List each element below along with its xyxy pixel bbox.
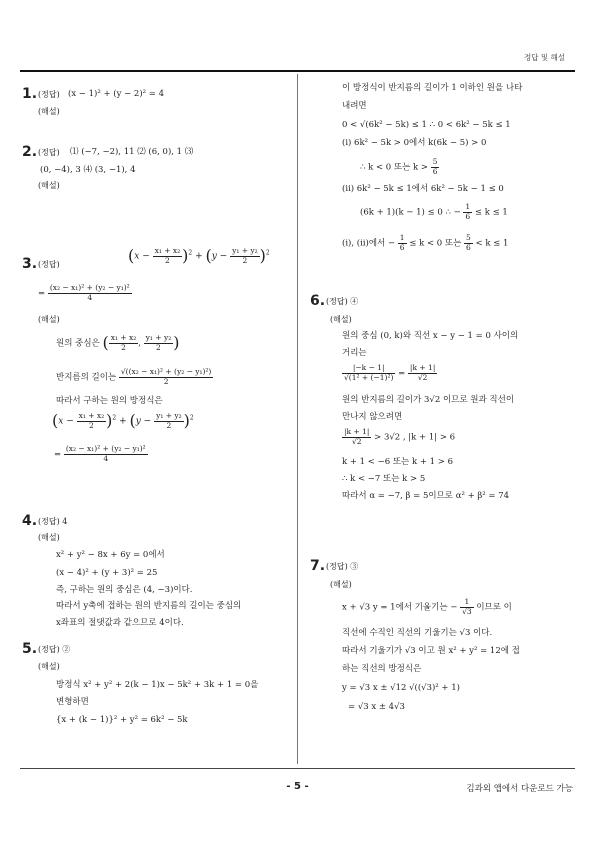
problem-3-equation-rhs: = $\frac{\text{(x₂ − x₁)² + (y₂ − y₁)²}}{4}$ (54, 444, 146, 463)
problem-6-line5: $\frac{|k + 1|}{√2}$ > 3√2 , |k + 1| > 6 (344, 427, 456, 446)
problem-5-right-line4: (ⅰ) 6k² − 5k > 0에서 k(6k − 5) > 0 (342, 138, 487, 148)
problem-5-line2: 변형하면 (56, 697, 89, 707)
bottom-rule (20, 768, 575, 769)
top-rule (20, 70, 575, 72)
problem-6-label: (정답) ④ (326, 297, 359, 306)
problem-1-number: 1. (22, 86, 38, 102)
problem-2-label: (정답) (38, 148, 60, 157)
problem-6-line2: 거리는 (342, 348, 367, 358)
problem-5-line1: 방정식 x² + y² + 2(k − 1)x − 5k² + 3k + 1 = 0을 (56, 680, 259, 690)
problem-1-solution-label: (해설) (38, 107, 60, 116)
problem-3-center: 원의 중심은 ( $\frac{\text{x₁ + x₂}}{2}$ , $\frac{\text{y₁ + y₂}}{2}$ ) (56, 333, 180, 353)
section-header: 정답 및 해설 (524, 53, 565, 62)
problem-3-radius: 반지름의 길이는 $\frac{\text{√((x₂ − x₁)² + (y₂ − y₁)²)}}{2}$ (56, 367, 212, 386)
problem-4-line1: x² + y² − 8x + 6y = 0에서 (56, 550, 165, 560)
problem-4-label: (정답) 4 (38, 517, 68, 526)
problem-5-right-line1: 이 방정식이 반지름의 길이가 1 이하인 원을 나타 (342, 83, 523, 93)
problem-1-answer: (x − 1)² + (y − 2)² = 4 (68, 89, 165, 99)
problem-6-line4: 만나지 않으려면 (342, 412, 403, 422)
problem-4-solution-label: (해설) (38, 533, 60, 542)
problem-2-number: 2. (22, 144, 38, 160)
problem-6-line3: 원의 반지름의 길이가 3√2 이므로 원과 직선이 (342, 395, 515, 405)
problem-6-number: 6. (310, 293, 326, 309)
page-number: - 5 - (286, 781, 309, 792)
problem-7-line3: 따라서 기울기가 √3 이고 원 x² + y² = 12에 접 (342, 646, 520, 656)
problem-3-equation: (x − $\frac{\text{x₁ + x₂}}{2}$ )$^2$ + (y − $\frac{\text{y₁ + y₂}}{2}$ )$^2$ (52, 411, 194, 431)
problem-6-distance: $\frac{|-k - 1|}{\text{√(1² + (−1)²)}}$ = $\frac{|k + 1|}{√2}$ (344, 363, 436, 382)
column-divider (297, 74, 298, 764)
problem-7-line2: 직선에 수직인 직선의 기울기는 √3 이다. (342, 628, 493, 638)
problem-6-solution-label: (해설) (330, 315, 352, 324)
problem-5-number: 5. (22, 641, 38, 657)
problem-7-line5: y = √3 x ± √12 √((√3)² + 1) (342, 683, 460, 693)
problem-3-conclusion: 따라서 구하는 원의 방정식은 (56, 396, 163, 406)
problem-4-line2: (x − 4)² + (y + 3)² = 25 (56, 568, 158, 578)
problem-5-right-line3: 0 < √(6k² − 5k) ≤ 1 ∴ 0 < 6k² − 5k ≤ 1 (342, 120, 511, 130)
problem-5-line3: {x + (k − 1)}² + y² = 6k² − 5k (56, 715, 188, 725)
problem-3-number: 3. (22, 256, 38, 272)
problem-7-label: (정답) ③ (326, 562, 359, 571)
problem-6-line7: ∴ k < −7 또는 k > 5 (342, 474, 426, 484)
problem-3-label: (정답) (38, 260, 60, 269)
problem-5-right-line8: (ⅰ), (ⅱ)에서 − $\frac{1}{6}$ ≤ k < 0 또는 $\frac{5}{6}$ < k ≤ 1 (342, 233, 509, 252)
download-note: 김과외 앱에서 다운로드 가능 (466, 784, 573, 794)
problem-4-line3: 즉, 구하는 원의 중심은 (4, −3)이다. (56, 585, 193, 595)
problem-2-answer-line1: ⑴ (−7, −2), 11 ⑵ (6, 0), 1 ⑶ (70, 147, 194, 157)
problem-4-line5: x좌표의 절댓값과 같으므로 4이다. (56, 618, 184, 628)
problem-5-right-line6: (ⅱ) 6k² − 5k ≤ 1에서 6k² − 5k − 1 ≤ 0 (342, 184, 504, 194)
problem-7-line1: x + √3 y = 1에서 기울기는 − $\frac{1}{√3}$ 이므로 이 (342, 597, 512, 616)
problem-4-line4: 따라서 y축에 접하는 원의 반지름의 길이는 중심의 (56, 601, 242, 611)
problem-5-label: (정답) ② (38, 645, 71, 654)
problem-6-line6: k + 1 < −6 또는 k + 1 > 6 (342, 457, 453, 467)
problem-7-line4: 하는 직선의 방정식은 (342, 664, 422, 674)
problem-2-solution-label: (해설) (38, 181, 60, 190)
problem-3-answer-rhs: = $\frac{\text{(x₂ − x₁)² + (y₂ − y₁)²}}{4}$ (38, 283, 130, 302)
problem-6-line8: 따라서 α = −7, β = 5이므로 α² + β² = 74 (342, 491, 510, 501)
problem-5-right-line2: 내려면 (342, 101, 367, 111)
problem-5-right-line7: (6k + 1)(k − 1) ≤ 0 ∴ − $\frac{1}{6}$ ≤ k ≤ 1 (360, 202, 508, 221)
problem-6-line1: 원의 중심 (0, k)와 직선 x − y − 1 = 0 사이의 (342, 331, 519, 341)
problem-1-label: (정답) (38, 90, 60, 99)
problem-3-answer: (x − $\frac{\text{x₁ + x₂}}{2}$ )$^2$ + (y − $\frac{\text{y₁ + y₂}}{2}$ )$^2$ (128, 246, 270, 266)
problem-7-line6: = √3 x ± 4√3 (348, 702, 405, 712)
problem-5-solution-label: (해설) (38, 662, 60, 671)
problem-5-right-line5: ∴ k < 0 또는 k > $\frac{5}{6}$ (360, 157, 438, 176)
problem-4-number: 4. (22, 513, 38, 529)
problem-7-number: 7. (310, 558, 326, 574)
problem-7-solution-label: (해설) (330, 580, 352, 589)
problem-3-solution-label: (해설) (38, 315, 60, 324)
problem-2-answer-line2: (0, −4), 3 ⑷ (3, −1), 4 (40, 165, 136, 175)
